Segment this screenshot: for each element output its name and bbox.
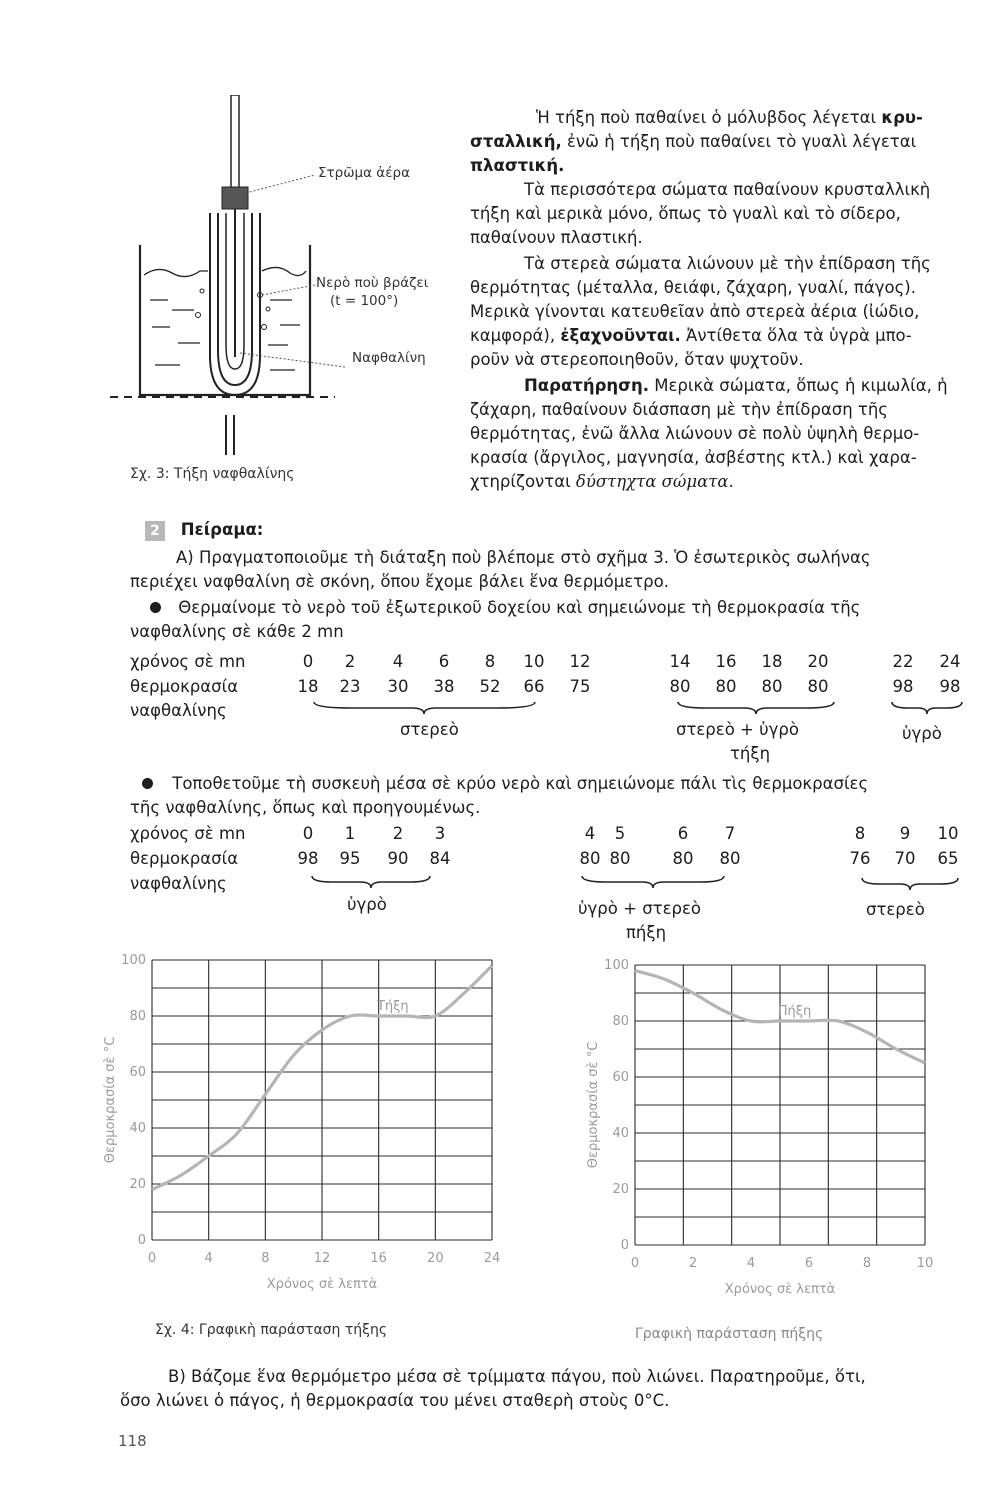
- table2-temp-0: 98: [297, 849, 319, 868]
- table2-time-6: 6: [677, 824, 689, 843]
- melting-chart-xtick: 24: [483, 1251, 501, 1266]
- bullet-icon: [142, 778, 153, 789]
- table2-temp-3: 84: [429, 849, 451, 868]
- freezing-chart-annotation: Πήξη: [777, 1004, 812, 1019]
- right-column-text: [470, 106, 970, 494]
- table1-time-3: 6: [438, 652, 450, 671]
- freezing-chart-xtick: 4: [746, 1256, 756, 1271]
- table2-time-1: 1: [344, 824, 356, 843]
- table2-group-mix: ὑγρὸ + στερεὸ: [578, 899, 701, 918]
- table1-time-1: 2: [344, 652, 356, 671]
- p3-line2: θερμότητας (μέταλλα, θειάφι, ζάχαρη, γυαλί, πάγος).: [470, 278, 916, 297]
- freezing-chart-xtick: 10: [916, 1256, 934, 1271]
- freezing-chart-ytick: 0: [620, 1238, 629, 1253]
- chart2-caption: Γραφικὴ παράσταση πήξης: [635, 1326, 824, 1342]
- experiment-heading: Πείραμα:: [180, 520, 264, 539]
- p4-line3: θερμότητας, ἐνῶ ἄλλα λιώνουν σὲ πολὺ ὑψηλὴ θερμο-: [470, 424, 920, 443]
- table1-time-4: 8: [484, 652, 496, 671]
- p3-bold: ἐξαχνοῦνται.: [560, 326, 681, 345]
- table1-temp-6: 75: [569, 677, 591, 696]
- table1-time-label: χρόνος σὲ mn: [130, 652, 246, 671]
- table1-time-0: 0: [302, 652, 314, 671]
- brace-mix2: [580, 874, 726, 890]
- table1-group-solid: στερεὸ: [400, 720, 459, 739]
- melting-chart-ytick: 80: [129, 1009, 146, 1024]
- table2-temp-6: 80: [672, 849, 694, 868]
- chart1-caption: Σχ. 4: Γραφικὴ παράσταση τήξης: [155, 1322, 388, 1338]
- exp-a-line1: Α) Πραγματοποιοῦμε τὴ διάταξη ποὺ βλέπομε στὸ σχῆμα 3. Ὁ ἐσωτερικὸς σωλήνας: [176, 548, 871, 567]
- exp-b-line2: ὅσο λιώνει ὁ πάγος, ἡ θερμοκρασία του μένει σταθερὴ στοὺς 0°C.: [120, 1391, 670, 1410]
- experiment-a: [130, 546, 960, 644]
- label-water-temp: (t = 100°): [330, 293, 399, 309]
- table1-temp-4: 52: [479, 677, 501, 696]
- freezing-chart-ytick: 60: [612, 1070, 629, 1085]
- brace-mix: [676, 700, 836, 716]
- table2-time-4: 4: [584, 824, 596, 843]
- exp-b1-line2: ναφθαλίνης σὲ κάθε 2 mn: [130, 622, 344, 641]
- table1-time-6: 12: [569, 652, 591, 671]
- brace-solid: [312, 700, 537, 716]
- observation-heading: Παρατήρηση.: [524, 376, 649, 395]
- p3-line5: ροῦν νὰ στερεοποιηθοῦν, ὅταν ψυχτοῦν.: [470, 350, 804, 369]
- table1-temp-12: 98: [939, 677, 961, 696]
- freezing-chart-xtick: 2: [688, 1256, 698, 1271]
- freezing-chart-ytick: 40: [612, 1126, 629, 1141]
- table2-time-3: 3: [434, 824, 446, 843]
- p1-bold2: σταλλική,: [470, 132, 562, 151]
- table1-temp-10: 80: [807, 677, 829, 696]
- p3-line1: Τὰ στερεὰ σώματα λιώνουν μὲ τὴν ἐπίδραση τῆς: [524, 254, 931, 273]
- melting-chart-ytick: 0: [137, 1233, 146, 1248]
- p4-line5a: χτηρίζονται: [470, 472, 576, 491]
- table1-time-7: 14: [669, 652, 691, 671]
- p2-line1: Τὰ περισσότερα σώματα παθαίνουν κρυσταλλικὴ: [524, 180, 931, 199]
- melting-chart-ytick: 40: [129, 1121, 146, 1136]
- melting-chart-xtick: 0: [147, 1251, 157, 1266]
- label-boiling-water: Νερὸ ποὺ βράζει: [316, 275, 429, 291]
- table2-time-2: 2: [392, 824, 404, 843]
- table2-time-8: 8: [854, 824, 866, 843]
- melting-chart: [95, 945, 515, 1305]
- exp-b2-line2: τῆς ναφθαλίνης, ὅπως καὶ προηγουμένως.: [130, 798, 481, 817]
- exp-b-line1: Β) Βάζομε ἕνα θερμόμετρο μέσα σὲ τρίμματα πάγου, ποὺ λιώνει. Παρατηροῦμε, ὅτι,: [168, 1367, 866, 1386]
- table2-time-10: 10: [937, 824, 959, 843]
- experiment-heading-row: [145, 518, 263, 542]
- table2-group-solid: στερεὸ: [866, 900, 925, 919]
- table2-temp-5: 80: [609, 849, 631, 868]
- freezing-chart: [565, 945, 965, 1305]
- table1-temp-7: 80: [669, 677, 691, 696]
- label-naphthalene: Ναφθαλίνη: [352, 350, 426, 366]
- table2-temp-1: 95: [339, 849, 361, 868]
- freezing-chart-xtick: 0: [630, 1256, 640, 1271]
- melting-chart-annotation: Τήξη: [376, 999, 409, 1014]
- table2-temp-4: 80: [579, 849, 601, 868]
- apparatus-drawing: [110, 95, 350, 465]
- table1-time-8: 16: [715, 652, 737, 671]
- section-marker: 2: [145, 521, 165, 541]
- exp-a-line2: περιέχει ναφθαλίνη σὲ σκόνη, ὅπου ἔχομε βάλει ἕνα θερμόμετρο.: [130, 572, 669, 591]
- table2-group-freezing: πήξη: [626, 923, 667, 942]
- table1-temp-8: 80: [715, 677, 737, 696]
- freezing-chart-ylabel: Θερμοκρασία σὲ °C: [586, 1041, 601, 1169]
- table1-time-10: 20: [807, 652, 829, 671]
- p3-line4a: καμφορά),: [470, 326, 561, 345]
- experiment-b: [120, 1365, 960, 1413]
- table1-temp-0: 18: [297, 677, 319, 696]
- freezing-chart-ytick: 20: [612, 1182, 629, 1197]
- melting-chart-xtick: 8: [261, 1251, 270, 1266]
- table1-temp-3: 38: [433, 677, 455, 696]
- melting-chart-xlabel: Χρόνος σὲ λεπτὰ: [266, 1277, 378, 1292]
- brace-liquid: [890, 700, 964, 716]
- melting-chart-xtick: 20: [427, 1251, 444, 1266]
- brace-solid2: [860, 876, 960, 892]
- figure3-caption: Σχ. 3: Τήξη ναφθαλίνης: [130, 466, 295, 482]
- experiment-b2: [130, 772, 960, 820]
- label-air-layer: Στρῶμα ἀέρα: [318, 165, 410, 181]
- table1-temp-5: 66: [523, 677, 545, 696]
- table2-temp-10: 65: [937, 849, 959, 868]
- table2-temp-7: 80: [719, 849, 741, 868]
- table2-temp-2: 90: [387, 849, 409, 868]
- table2-time-0: 0: [302, 824, 314, 843]
- table2-temp-label: θερμοκρασία: [130, 849, 239, 868]
- freezing-chart-ytick: 80: [612, 1014, 629, 1029]
- freezing-chart-xlabel: Χρόνος σὲ λεπτὰ: [724, 1282, 836, 1297]
- p1-mid: ἐνῶ ἡ τήξη ποὺ παθαίνει τὸ γυαλὶ λέγεται: [561, 132, 917, 151]
- table1-temp-11: 98: [892, 677, 914, 696]
- melting-chart-ylabel: Θερμοκρασία σὲ °C: [103, 1036, 118, 1164]
- p4-line1: Μερικὰ σώματα, ὅπως ἡ κιμωλία, ἡ: [649, 376, 948, 395]
- brace-liquid2: [310, 874, 432, 890]
- freezing-chart-xtick: 6: [804, 1256, 814, 1271]
- table1-group-mix: στερεὸ + ὑγρὸ: [676, 720, 799, 739]
- table1-time-2: 4: [392, 652, 404, 671]
- table2-time-label: χρόνος σὲ mn: [130, 824, 246, 843]
- freezing-chart-ytick: 100: [604, 958, 629, 973]
- p1-bold1: κρυ-: [881, 108, 923, 127]
- table2-temp-8: 76: [849, 849, 871, 868]
- p2-line2: τήξη καὶ μερικὰ μόνο, ὅπως τὸ γυαλὶ καὶ τὸ σίδερο,: [470, 204, 901, 223]
- table1-temp-1: 23: [339, 677, 361, 696]
- melting-chart-ytick: 60: [129, 1065, 146, 1080]
- melting-chart-ytick: 20: [129, 1177, 146, 1192]
- p3-line3: Μερικὰ γίνονται κατευθεῖαν ἀπὸ στερεὰ ἀέρια (ἰώδιο,: [470, 302, 920, 321]
- table1-temp-9: 80: [761, 677, 783, 696]
- table1-temp-2: 30: [387, 677, 409, 696]
- melting-chart-ytick: 100: [121, 953, 146, 968]
- p1-start: Ἡ τήξη ποὺ παθαίνει ὁ μόλυβδος λέγεται: [536, 108, 882, 127]
- p4-line2: ζάχαρη, παθαίνουν διάσπαση μὲ τὴν ἐπίδραση τῆς: [470, 400, 888, 419]
- table1-temp-label: θερμοκρασία: [130, 677, 239, 696]
- p4-italic: δύστηχτα σώματα.: [575, 472, 734, 491]
- melting-chart-xtick: 12: [313, 1251, 331, 1266]
- table1-time-12: 24: [939, 652, 961, 671]
- table1-naph-label: ναφθαλίνης: [130, 701, 227, 720]
- table1-time-5: 10: [523, 652, 545, 671]
- table2-time-9: 9: [899, 824, 911, 843]
- p1-bold3: πλαστική.: [470, 156, 565, 175]
- melting-chart-xtick: 4: [204, 1251, 213, 1266]
- p4-line4: κρασία (ἄργιλος, μαγνησία, ἀσβέστης κτλ.) καὶ χαρα-: [470, 448, 917, 467]
- table2-time-7: 7: [724, 824, 736, 843]
- melting-chart-xtick: 16: [370, 1251, 387, 1266]
- table2-time-5: 5: [614, 824, 626, 843]
- exp-b1-line1: Θερμαίνομε τὸ νερὸ τοῦ ἐξωτερικοῦ δοχείου καὶ σημειώνομε τὴ θερμοκρασία τῆς: [178, 598, 861, 617]
- table2-group-liquid: ὑγρὸ: [347, 895, 387, 914]
- table2-naph-label: ναφθαλίνης: [130, 874, 227, 893]
- freezing-chart-xtick: 8: [862, 1256, 872, 1271]
- table1-time-9: 18: [761, 652, 783, 671]
- page-number: 118: [118, 1432, 147, 1450]
- bullet-icon: [150, 602, 161, 613]
- p2-line3: παθαίνουν πλαστική.: [470, 228, 643, 247]
- table1-time-11: 22: [892, 652, 914, 671]
- table1-group-liquid: ὑγρὸ: [902, 724, 942, 743]
- exp-b2-line1: Τοποθετοῦμε τὴ συσκευὴ μέσα σὲ κρύο νερὸ καὶ σημειώνομε πάλι τὶς θερμοκρασίες: [172, 774, 869, 793]
- table2-temp-9: 70: [894, 849, 916, 868]
- table1-group-fusion: τήξη: [730, 744, 771, 763]
- p3-line4c: Ἀντίθετα ὅλα τὰ ὑγρὰ μπο-: [680, 326, 912, 345]
